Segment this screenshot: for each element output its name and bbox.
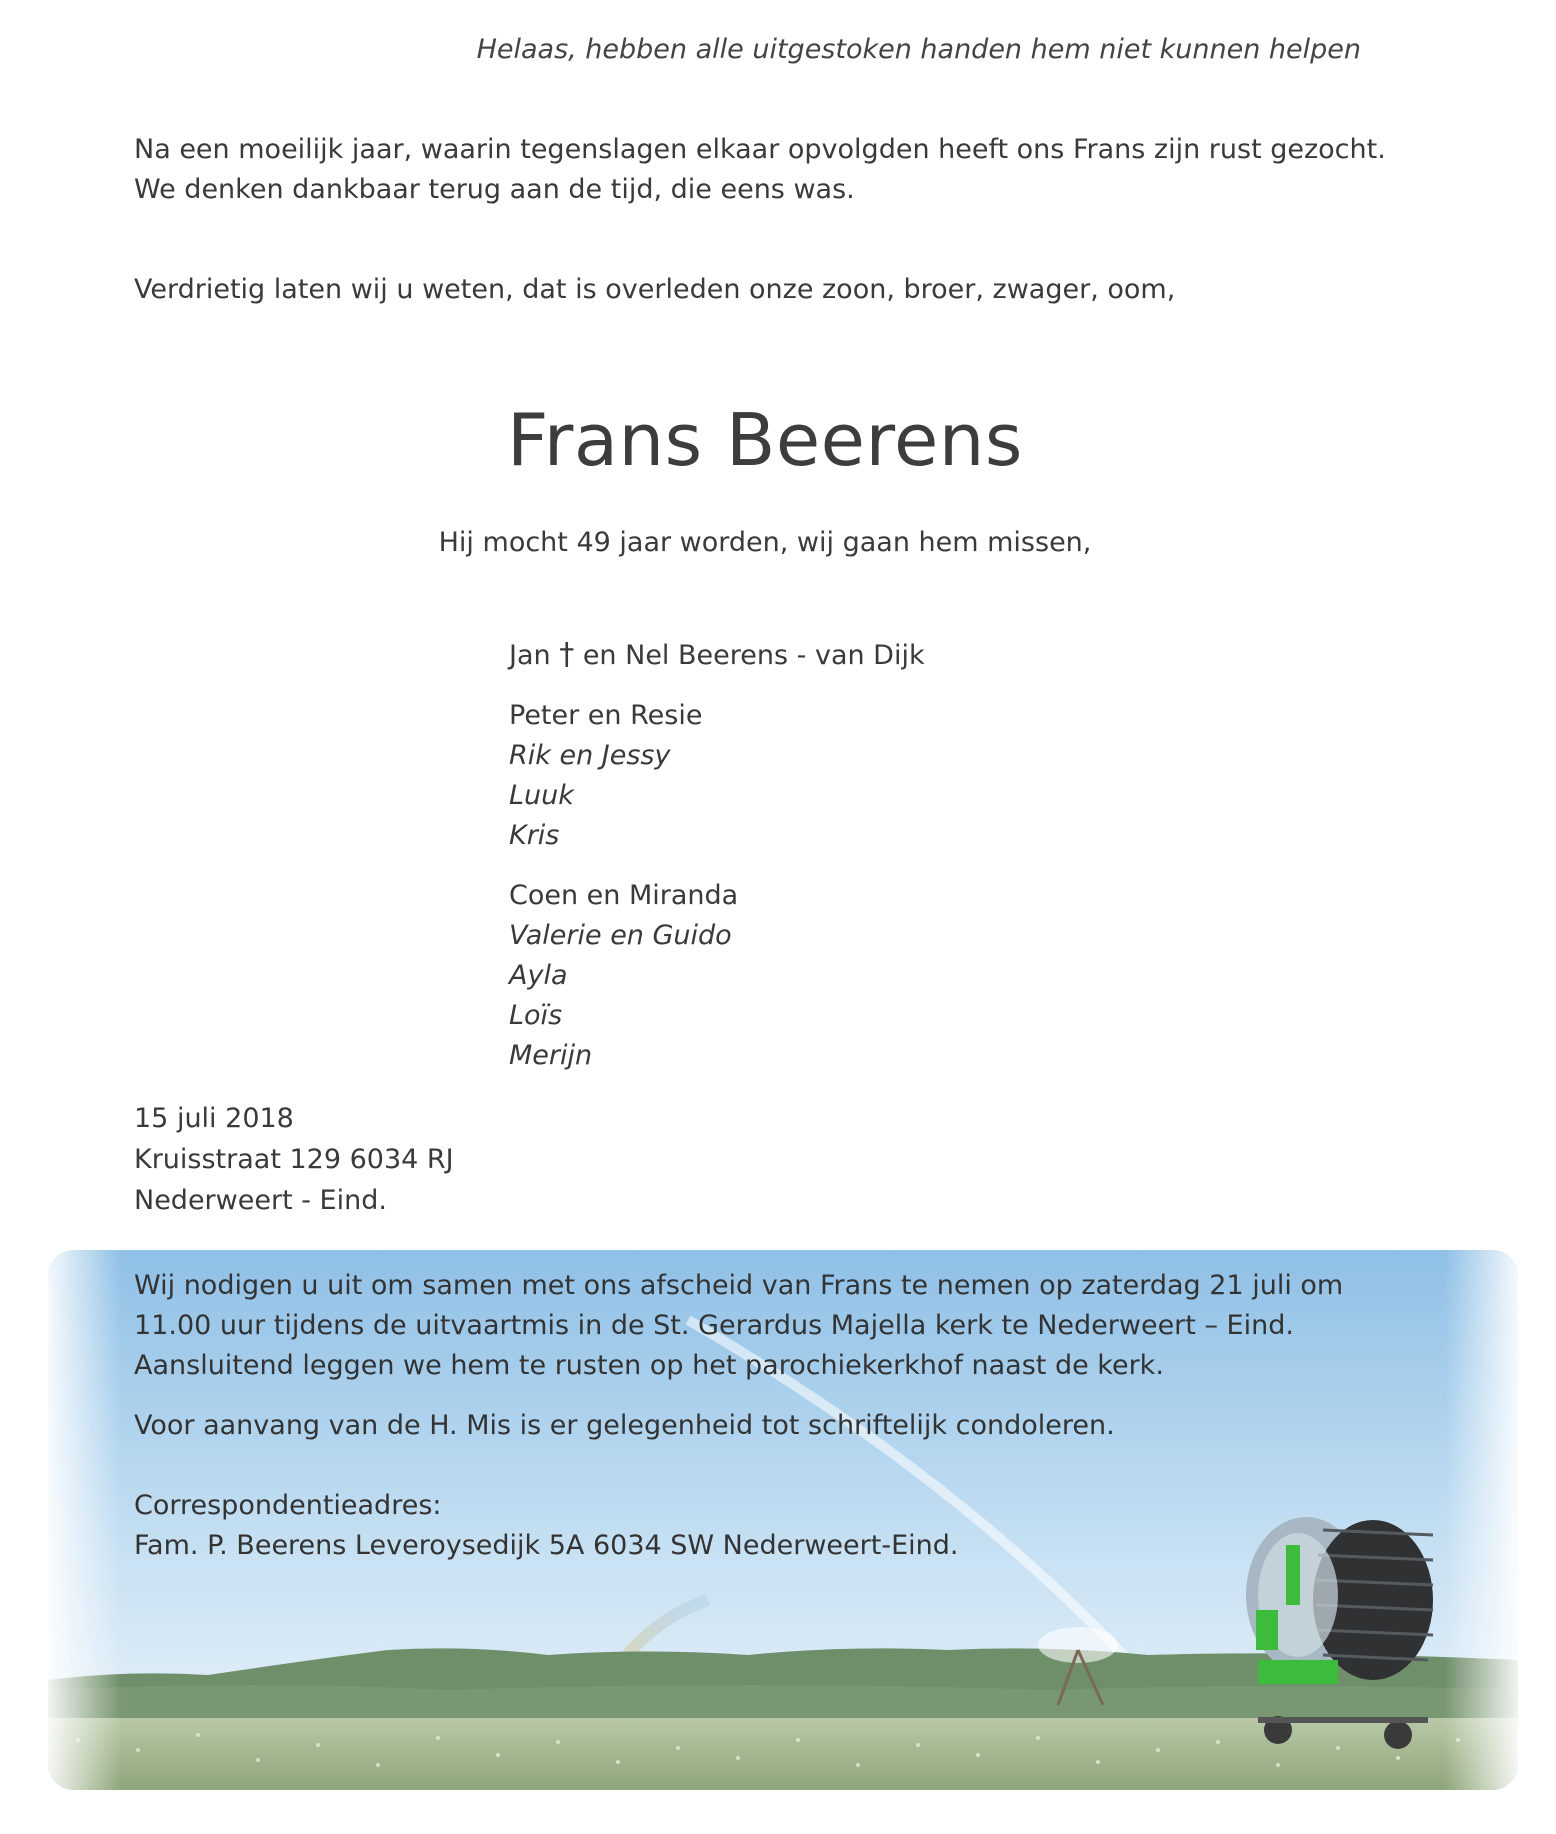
deceased-name: Frans Beerens bbox=[507, 398, 1023, 482]
age-line: Hij mocht 49 jaar worden, wij gaan hem missen, bbox=[438, 527, 1092, 558]
intro-paragraph bbox=[134, 130, 1386, 210]
family-member: Merijn bbox=[509, 1040, 593, 1071]
intro-line-2: We denken dankbaar terug aan de tijd, die eens was. bbox=[134, 174, 855, 205]
service-line-1: Wij nodigen u uit om samen met ons afscheid van Frans te nemen op zaterdag 21 juli om bbox=[134, 1270, 1344, 1301]
correspondence-address: Fam. P. Beerens Leveroysedijk 5A 6034 SW Nederweert-Eind. bbox=[134, 1530, 959, 1561]
family-group-2 bbox=[509, 876, 925, 1076]
intro-line-1: Na een moeilijk jaar, waarin tegenslagen elkaar opvolgden heeft ons Frans zijn rust gezocht. bbox=[134, 134, 1386, 165]
family-group-head: Peter en Resie bbox=[509, 700, 703, 731]
correspondence-label: Correspondentieadres: bbox=[134, 1490, 442, 1521]
announcement: Verdrietig laten wij u weten, dat is overleden onze zoon, broer, zwager, oom, bbox=[134, 274, 1176, 305]
parent-first-name: Jan bbox=[509, 640, 551, 671]
family-member: Valerie en Guido bbox=[509, 920, 732, 951]
date-address bbox=[134, 1098, 454, 1221]
family-member: Rik en Jessy bbox=[509, 740, 671, 771]
service-paragraph bbox=[134, 1266, 1343, 1386]
town: Nederweert - Eind. bbox=[134, 1185, 387, 1216]
family-parents bbox=[509, 635, 925, 676]
family-list bbox=[509, 635, 925, 1096]
correspondence-block bbox=[134, 1486, 958, 1566]
condolence-note: Voor aanvang van de H. Mis is er gelegenheid tot schriftelijk condoleren. bbox=[134, 1410, 1115, 1441]
service-line-2: 11.00 uur tijdens de uitvaartmis in de St. Gerardus Majella kerk te Nederweert – Eind. bbox=[134, 1310, 1294, 1341]
family-group-1 bbox=[509, 696, 925, 856]
family-group-head: Coen en Miranda bbox=[509, 880, 739, 911]
street-address: Kruisstraat 129 6034 RJ bbox=[134, 1144, 454, 1175]
parent-rest: en Nel Beerens - van Dijk bbox=[582, 640, 925, 671]
family-member: Luuk bbox=[509, 780, 574, 811]
family-member: Kris bbox=[509, 820, 560, 851]
date: 15 juli 2018 bbox=[134, 1103, 294, 1134]
service-line-3: Aansluitend leggen we hem te rusten op het parochiekerkhof naast de kerk. bbox=[134, 1350, 1164, 1381]
motto: Helaas, hebben alle uitgestoken handen hem niet kunnen helpen bbox=[476, 34, 1361, 65]
cross-icon: † bbox=[559, 637, 575, 672]
family-member: Loïs bbox=[509, 1000, 563, 1031]
family-member: Ayla bbox=[509, 960, 568, 991]
